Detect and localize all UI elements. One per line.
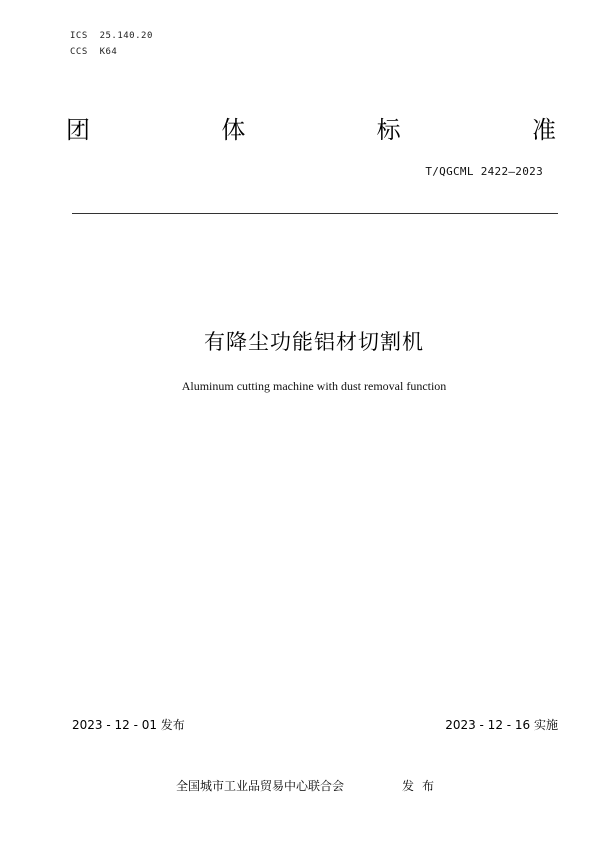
standard-type-char-4: 准 [531, 116, 556, 144]
header-divider [72, 213, 558, 214]
ccs-code: CCS K64 [70, 47, 118, 57]
implementation-date: 2023 - 12 - 16 实施 [445, 718, 558, 732]
standard-type-char-1: 团 [66, 116, 90, 144]
publisher-name: 全国城市工业品贸易中心联合会 [176, 779, 345, 793]
ics-code: ICS 25.140.20 [70, 31, 153, 41]
standard-type-char-3: 标 [376, 116, 401, 144]
document-title-chinese: 有降尘功能铝材切割机 [204, 330, 424, 354]
publisher-action: 发布 [402, 779, 443, 793]
standard-type-heading [66, 112, 556, 148]
standard-type-char-2: 体 [221, 116, 246, 144]
release-date: 2023 - 12 - 01 发布 [72, 718, 185, 732]
document-title-english: Aluminum cutting machine with dust removal function [181, 379, 447, 393]
standard-number: T/QGCML 2422—2023 [425, 165, 543, 178]
classification-codes [70, 28, 153, 60]
